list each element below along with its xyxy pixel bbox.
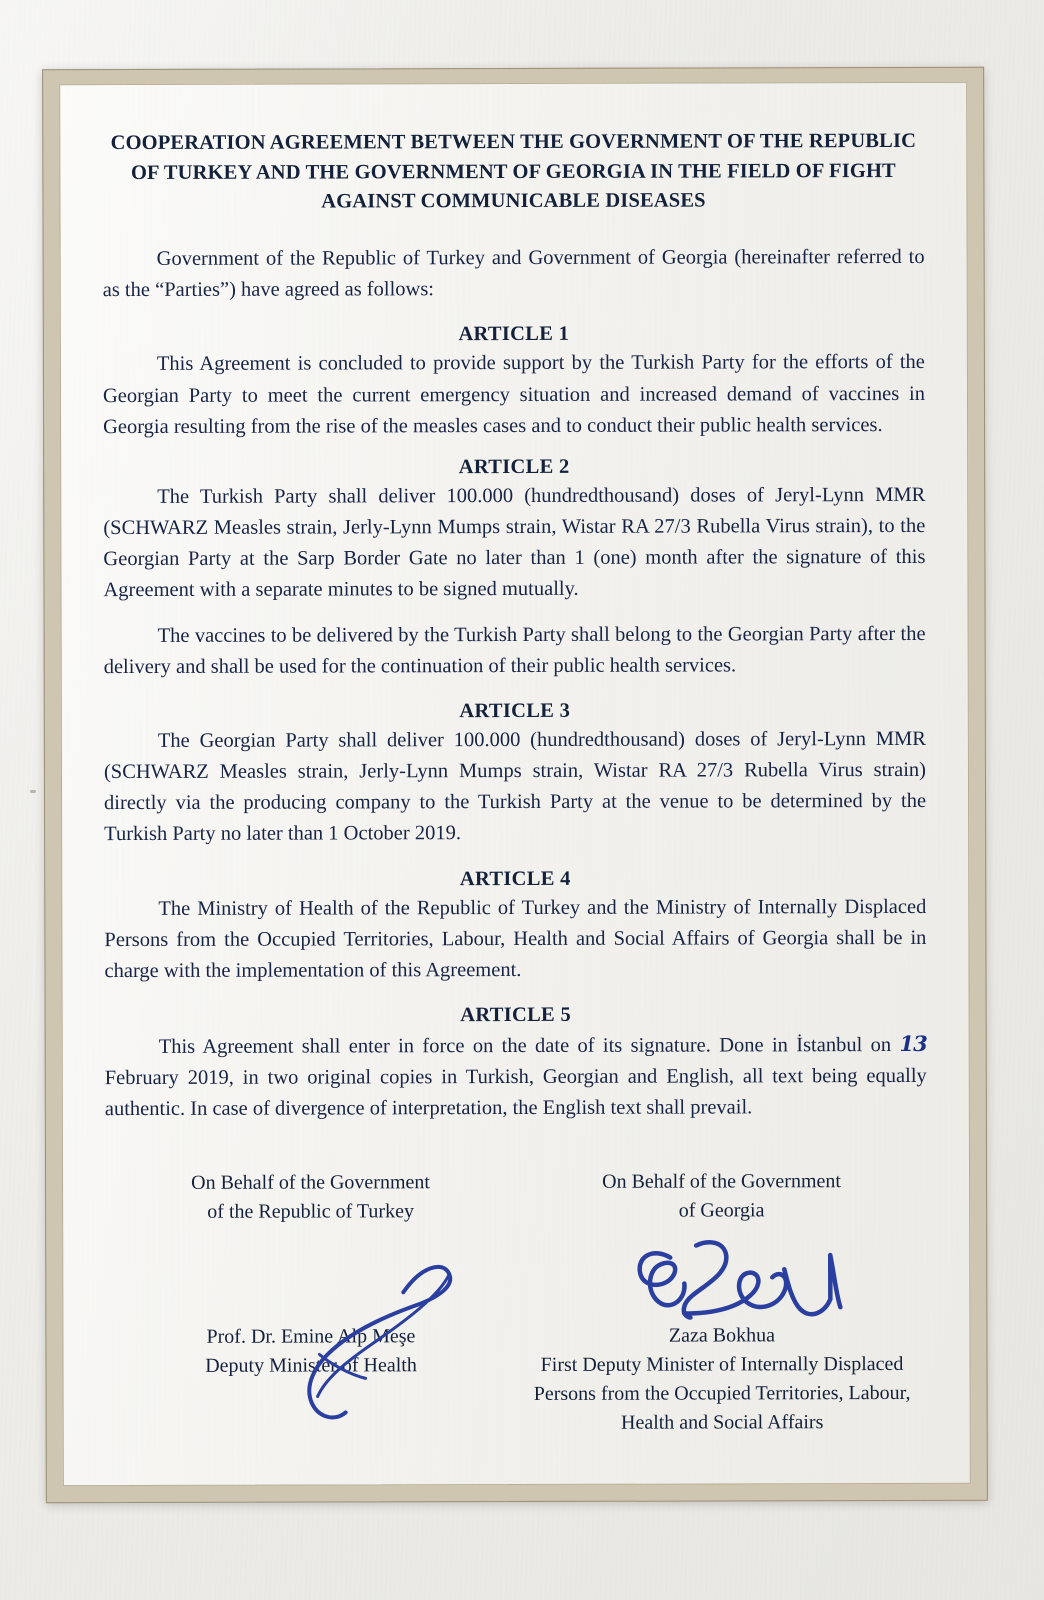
article-4-paragraph: The Ministry of Health of the Republic of Turkey and the Ministry of Internally Displaced Persons from the Occupied Territories, Labour, Health and Social Affairs of Georgia shall be in charge with the implementation of this Agreement. [104,895,927,982]
signature-turkey [105,1168,517,1439]
handwritten-date: 13 [899,1030,927,1056]
article-2-heading: ARTICLE 2 [458,455,570,479]
signature-georgia [516,1167,928,1438]
signature-turkey-heading-line1: On Behalf of the Government [191,1171,430,1195]
signature-georgia-ink-area [516,1225,927,1322]
article-1-heading: ARTICLE 1 [458,323,570,346]
article-4-heading: ARTICLE 4 [459,867,571,890]
article-3-paragraph: The Georgian Party shall deliver 100.000 (hundredthousand) doses of Jeryl-Lynn MMR (SCHWARZ Measles strain, Jerly-Lynn Mumps strain, Wistar RA 27/3 Rubella Virus strain) directly via the producing company to the Turkish Party at the venue to be determined by the Turkish Party no later than 1 October 2019. [103,727,927,846]
signature-georgia-heading-line1: On Behalf of the Government [602,1170,841,1194]
document-title: COOPERATION AGREEMENT BETWEEN THE GOVERNMENT OF THE REPUBLIC OF TURKEY AND THE GOVERNMENT OF GEORGIA IN THE FIELD OF FIGHT AGAINST COMMUNICABLE DISEASES [110,129,917,213]
article-3-heading: ARTICLE 3 [459,699,571,723]
article-1-paragraph: This Agreement is concluded to provide support by the Turkish Party for the efforts of the Georgian Party to meet the current emergency situation and increased demand of vaccines in Georgia resulting from the rise of the measles cases and to conduct their public health services. [102,351,926,438]
article-5-text-start: This Agreement shall enter in force on the date of its signature. Done in İstanbul on [158,1033,900,1058]
document-page [42,67,988,1503]
signature-turkey-ink-area [105,1226,516,1323]
signature-block [105,1167,928,1439]
signature-turkey-role: Deputy Minister of Health [205,1354,417,1378]
article-5-text-end: February 2019, in two original copies in Turkish, Georgian and English, all text being equally authentic. In case of divergence of interpretation, the English text shall prevail. [104,1065,927,1121]
article-2-paragraph-1: The Turkish Party shall deliver 100.000 (hundredthousand) doses of Jeryl-Lynn MMR (SCHWARZ Measles strain, Jerly-Lynn Mumps strain, Wistar RA 27/3 Rubella Virus strain), to the Georgian Party at the Sarp Border Gate no later than 1 (one) month after the signature of this Agreement with a separate minutes to be signed mutually. [103,483,926,602]
signature-turkey-heading-line2: of the Republic of Turkey [207,1200,414,1224]
signature-turkey-name: Prof. Dr. Emine Alp Meşe [206,1325,416,1349]
article-5-paragraph [105,1028,927,1126]
preamble-paragraph: Government of the Republic of Turkey and Government of Georgia (hereinafter referred to as the “Parties”) have agreed as follows: [102,246,925,302]
signature-georgia-name: Zaza Bokhua [668,1324,776,1348]
document-content [59,82,971,1486]
signature-georgia-heading-line2: of Georgia [678,1199,765,1223]
article-2-paragraph-2: The vaccines to be delivered by the Turkish Party shall belong to the Georgian Party after the delivery and shall be used for the continuation of their public health services. [103,622,926,678]
article-5-heading: ARTICLE 5 [460,1003,572,1027]
paper-edge-mark [30,790,36,793]
signature-georgia-role: First Deputy Minister of Internally Displaced Persons from the Occupied Territories, Labour, Health and Social Affairs [533,1353,911,1435]
